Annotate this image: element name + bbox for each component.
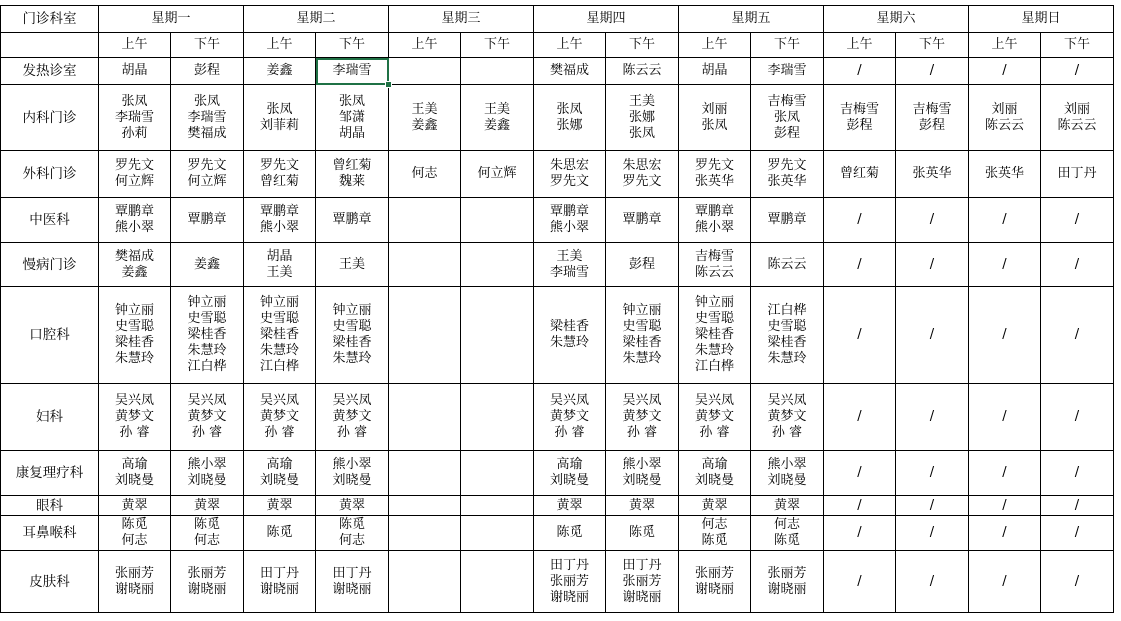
schedule-body [1,6,1114,613]
schedule-cell[interactable]: 曾红菊 魏莱 [316,151,389,198]
schedule-cell[interactable] [461,287,534,384]
schedule-cell[interactable]: 张丽芳 谢晓丽 [171,551,244,613]
day-header-mon[interactable]: 星期一 [99,6,244,33]
schedule-cell[interactable]: 胡晶 王美 [244,243,316,287]
schedule-cell[interactable] [389,451,461,496]
schedule-cell[interactable]: 李瑞雪 [316,58,389,85]
schedule-cell[interactable]: 田丁丹 张丽芳 谢晓丽 [534,551,606,613]
schedule-cell[interactable]: 吉梅雪 彭程 [824,85,896,151]
schedule-cell[interactable]: 钟立丽 史雪聪 梁桂香 朱慧玲 江白桦 [244,287,316,384]
schedule-cell[interactable]: 高瑜 刘晓曼 [244,451,316,496]
schedule-cell[interactable]: 罗先文 曾红菊 [244,151,316,198]
schedule-cell[interactable]: 张英华 [969,151,1041,198]
schedule-cell[interactable]: 张丽芳 谢晓丽 [99,551,171,613]
header-blank-cell[interactable] [1,33,99,58]
schedule-cell[interactable]: / [824,551,896,613]
schedule-cell[interactable]: 黄翠 [171,496,244,516]
schedule-row [1,516,1114,551]
schedule-cell[interactable]: 黄翠 [679,496,751,516]
schedule-row [1,384,1114,451]
department-cell[interactable]: 耳鼻喉科 [1,516,99,551]
schedule-row [1,198,1114,243]
schedule-cell[interactable]: / [896,198,969,243]
department-cell[interactable]: 发热诊室 [1,58,99,85]
schedule-cell[interactable]: 钟立丽 史雪聪 梁桂香 朱慧玲 江白桦 [679,287,751,384]
pm-header-cell[interactable]: 下午 [461,33,534,58]
schedule-cell[interactable]: 黄翠 [316,496,389,516]
schedule-cell[interactable]: 陈云云 [606,58,679,85]
day-header-sat[interactable]: 星期六 [824,6,969,33]
schedule-cell[interactable]: 胡晶 [99,58,171,85]
schedule-cell[interactable]: / [896,496,969,516]
schedule-cell[interactable]: / [896,551,969,613]
header-row-days [1,6,1114,33]
schedule-cell[interactable]: 田丁丹 谢晓丽 [244,551,316,613]
schedule-cell[interactable] [461,243,534,287]
schedule-cell[interactable]: 吴兴凤 黄梦文 孙 睿 [606,384,679,451]
schedule-cell[interactable]: / [824,496,896,516]
day-header-fri[interactable]: 星期五 [679,6,824,33]
schedule-cell[interactable] [389,58,461,85]
schedule-cell[interactable]: 胡晶 [679,58,751,85]
schedule-cell[interactable]: / [969,58,1041,85]
department-cell[interactable]: 内科门诊 [1,85,99,151]
schedule-cell[interactable]: / [896,384,969,451]
schedule-cell[interactable]: 何志 陈觅 [751,516,824,551]
schedule-cell[interactable]: 钟立丽 史雪聪 梁桂香 朱慧玲 [99,287,171,384]
schedule-cell[interactable]: 吴兴凤 黄梦文 孙 睿 [99,384,171,451]
schedule-cell[interactable]: / [969,287,1041,384]
schedule-cell[interactable]: / [1041,287,1114,384]
schedule-cell[interactable]: 吉梅雪 张凤 彭程 [751,85,824,151]
schedule-cell[interactable]: / [896,516,969,551]
schedule-row [1,151,1114,198]
schedule-row [1,551,1114,613]
schedule-cell[interactable]: / [1041,551,1114,613]
schedule-cell[interactable]: 吴兴凤 黄梦文 孙 睿 [534,384,606,451]
schedule-cell[interactable]: / [1041,516,1114,551]
schedule-cell[interactable]: 钟立丽 史雪聪 梁桂香 朱慧玲 [606,287,679,384]
schedule-cell[interactable]: 何立辉 [461,151,534,198]
schedule-cell[interactable]: 张英华 [896,151,969,198]
schedule-cell[interactable]: 张凤 邹潇 胡晶 [316,85,389,151]
pm-header-cell[interactable]: 下午 [751,33,824,58]
schedule-cell[interactable]: 陈觅 [606,516,679,551]
schedule-cell[interactable]: / [896,287,969,384]
schedule-cell[interactable] [461,496,534,516]
schedule-cell[interactable]: 覃鹏章 熊小翠 [99,198,171,243]
schedule-cell[interactable] [389,551,461,613]
schedule-cell[interactable]: 何志 [389,151,461,198]
schedule-cell[interactable]: 姜鑫 [244,58,316,85]
schedule-cell[interactable]: / [824,384,896,451]
schedule-row [1,58,1114,85]
schedule-cell[interactable]: 覃鹏章 熊小翠 [679,198,751,243]
schedule-cell[interactable]: 吴兴凤 黄梦文 孙 睿 [171,384,244,451]
schedule-cell[interactable]: / [1041,384,1114,451]
schedule-cell[interactable]: 朱思宏 罗先文 [606,151,679,198]
schedule-cell[interactable]: 梁桂香 朱慧玲 [534,287,606,384]
header-row-halfday [1,33,1114,58]
pm-header-cell[interactable]: 下午 [606,33,679,58]
schedule-cell[interactable] [461,58,534,85]
schedule-cell[interactable] [461,384,534,451]
schedule-cell[interactable]: 高瑜 刘晓曼 [99,451,171,496]
schedule-cell[interactable]: / [824,58,896,85]
schedule-cell[interactable]: 陈觅 何志 [99,516,171,551]
schedule-cell[interactable]: 吴兴凤 黄梦文 孙 睿 [244,384,316,451]
schedule-cell[interactable]: 何志 陈觅 [679,516,751,551]
schedule-cell[interactable]: / [1041,451,1114,496]
schedule-cell[interactable]: / [824,198,896,243]
schedule-cell[interactable]: 覃鹏章 [171,198,244,243]
schedule-cell[interactable]: 田丁丹 [1041,151,1114,198]
schedule-cell[interactable]: 陈云云 [751,243,824,287]
schedule-cell[interactable] [389,516,461,551]
schedule-cell[interactable]: 吉梅雪 陈云云 [679,243,751,287]
am-header-cell[interactable]: 上午 [534,33,606,58]
schedule-cell[interactable]: / [824,243,896,287]
schedule-cell[interactable]: 王美 [316,243,389,287]
schedule-cell[interactable]: 高瑜 刘晓曼 [534,451,606,496]
schedule-cell[interactable] [461,198,534,243]
day-header-tue[interactable]: 星期二 [244,6,389,33]
schedule-cell[interactable]: 熊小翠 刘晓曼 [316,451,389,496]
schedule-cell[interactable]: 熊小翠 刘晓曼 [171,451,244,496]
schedule-cell[interactable]: 王美 姜鑫 [389,85,461,151]
department-cell[interactable]: 中医科 [1,198,99,243]
schedule-cell[interactable]: / [969,551,1041,613]
pm-header-cell[interactable]: 下午 [316,33,389,58]
pm-header-cell[interactable]: 下午 [171,33,244,58]
department-cell[interactable]: 眼科 [1,496,99,516]
am-header-cell[interactable]: 上午 [679,33,751,58]
schedule-cell[interactable]: 朱思宏 罗先文 [534,151,606,198]
schedule-cell[interactable]: 钟立丽 史雪聪 梁桂香 朱慧玲 [316,287,389,384]
schedule-cell[interactable]: 覃鹏章 熊小翠 [244,198,316,243]
schedule-cell[interactable] [389,243,461,287]
schedule-cell[interactable]: / [969,451,1041,496]
schedule-cell[interactable]: / [1041,58,1114,85]
schedule-cell[interactable]: 张凤 张娜 [534,85,606,151]
schedule-cell[interactable]: 熊小翠 刘晓曼 [606,451,679,496]
schedule-cell[interactable]: 黄翠 [751,496,824,516]
schedule-cell[interactable]: / [824,516,896,551]
schedule-cell[interactable] [389,496,461,516]
am-header-cell[interactable]: 上午 [824,33,896,58]
schedule-cell[interactable]: / [824,287,896,384]
schedule-row [1,85,1114,151]
day-header-sun[interactable]: 星期日 [969,6,1114,33]
schedule-cell[interactable]: / [969,243,1041,287]
schedule-cell[interactable]: 钟立丽 史雪聪 梁桂香 朱慧玲 江白桦 [171,287,244,384]
schedule-cell[interactable]: / [1041,243,1114,287]
schedule-cell[interactable]: 罗先文 何立辉 [99,151,171,198]
schedule-cell[interactable]: 黄翠 [606,496,679,516]
schedule-cell[interactable]: 张凤 刘菲莉 [244,85,316,151]
schedule-cell[interactable]: 张丽芳 谢晓丽 [751,551,824,613]
schedule-cell[interactable] [461,551,534,613]
schedule-cell[interactable]: 陈觅 [244,516,316,551]
schedule-cell[interactable]: / [969,198,1041,243]
schedule-cell[interactable]: / [896,451,969,496]
schedule-cell[interactable]: / [969,516,1041,551]
schedule-cell[interactable]: 曾红菊 [824,151,896,198]
department-cell[interactable]: 口腔科 [1,287,99,384]
department-cell[interactable]: 妇科 [1,384,99,451]
schedule-cell[interactable]: 张凤 李瑞雪 樊福成 [171,85,244,151]
schedule-cell[interactable]: / [969,496,1041,516]
schedule-cell[interactable]: / [969,384,1041,451]
schedule-cell[interactable]: 罗先文 张英华 [751,151,824,198]
department-cell[interactable]: 皮肤科 [1,551,99,613]
schedule-cell[interactable]: 江白桦 史雪聪 梁桂香 朱慧玲 [751,287,824,384]
schedule-cell[interactable] [389,384,461,451]
department-cell[interactable]: 外科门诊 [1,151,99,198]
schedule-cell[interactable]: 彭程 [606,243,679,287]
schedule-cell[interactable]: 彭程 [171,58,244,85]
schedule-cell[interactable]: 覃鹏章 [751,198,824,243]
schedule-cell[interactable]: 陈觅 [534,516,606,551]
schedule-cell[interactable]: 刘丽 张凤 [679,85,751,151]
schedule-cell[interactable] [389,287,461,384]
am-header-cell[interactable]: 上午 [389,33,461,58]
schedule-cell[interactable]: 吉梅雪 彭程 [896,85,969,151]
schedule-cell[interactable]: 张凤 李瑞雪 孙莉 [99,85,171,151]
schedule-table [0,5,1114,613]
department-cell[interactable]: 康复理疗科 [1,451,99,496]
schedule-cell[interactable]: 王美 张娜 张凤 [606,85,679,151]
am-header-cell[interactable]: 上午 [244,33,316,58]
day-header-wed[interactable]: 星期三 [389,6,534,33]
schedule-row [1,243,1114,287]
schedule-cell[interactable]: 王美 李瑞雪 [534,243,606,287]
schedule-cell[interactable]: / [824,451,896,496]
pm-header-cell[interactable]: 下午 [1041,33,1114,58]
fill-handle[interactable] [385,81,392,88]
schedule-cell[interactable]: 王美 姜鑫 [461,85,534,151]
schedule-cell[interactable]: 吴兴凤 黄梦文 孙 睿 [751,384,824,451]
schedule-cell[interactable]: 樊福成 姜鑫 [99,243,171,287]
schedule-cell[interactable]: 吴兴凤 黄梦文 孙 睿 [679,384,751,451]
schedule-cell[interactable]: 黄翠 [244,496,316,516]
schedule-cell[interactable]: 覃鹏章 [606,198,679,243]
schedule-cell[interactable]: 罗先文 张英华 [679,151,751,198]
schedule-cell[interactable]: / [896,243,969,287]
schedule-cell[interactable] [461,451,534,496]
schedule-cell[interactable]: 樊福成 [534,58,606,85]
schedule-cell[interactable]: 罗先文 何立辉 [171,151,244,198]
schedule-cell[interactable]: 黄翠 [99,496,171,516]
schedule-row [1,287,1114,384]
schedule-cell[interactable]: 吴兴凤 黄梦文 孙 睿 [316,384,389,451]
schedule-cell[interactable]: 刘丽 陈云云 [969,85,1041,151]
schedule-cell[interactable]: 李瑞雪 [751,58,824,85]
am-header-cell[interactable]: 上午 [99,33,171,58]
schedule-cell[interactable]: 熊小翠 刘晓曼 [751,451,824,496]
schedule-cell[interactable]: 覃鹏章 [316,198,389,243]
schedule-cell[interactable]: / [1041,198,1114,243]
day-header-thu[interactable]: 星期四 [534,6,679,33]
schedule-cell[interactable]: 覃鹏章 熊小翠 [534,198,606,243]
department-cell[interactable]: 慢病门诊 [1,243,99,287]
schedule-cell[interactable] [461,516,534,551]
schedule-cell[interactable]: 张丽芳 谢晓丽 [679,551,751,613]
pm-header-cell[interactable]: 下午 [896,33,969,58]
schedule-row [1,451,1114,496]
schedule-cell[interactable]: / [1041,496,1114,516]
am-header-cell[interactable]: 上午 [969,33,1041,58]
schedule-cell[interactable]: 田丁丹 张丽芳 谢晓丽 [606,551,679,613]
schedule-row [1,496,1114,516]
schedule-cell[interactable]: 高瑜 刘晓曼 [679,451,751,496]
schedule-cell[interactable]: / [896,58,969,85]
schedule-cell[interactable]: 田丁丹 谢晓丽 [316,551,389,613]
schedule-cell[interactable]: 黄翠 [534,496,606,516]
schedule-cell[interactable] [389,198,461,243]
schedule-cell[interactable]: 陈觅 何志 [171,516,244,551]
header-corner-cell[interactable]: 门诊科室 [1,6,99,33]
schedule-cell[interactable]: 陈觅 何志 [316,516,389,551]
schedule-cell[interactable]: 姜鑫 [171,243,244,287]
schedule-cell[interactable]: 刘丽 陈云云 [1041,85,1114,151]
